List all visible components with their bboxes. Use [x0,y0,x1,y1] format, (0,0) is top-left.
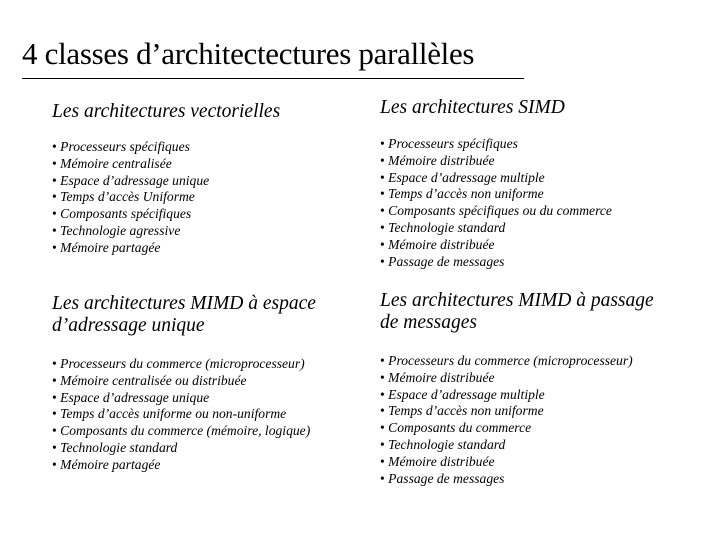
feature-list [52,356,316,474]
section-vector-architectures [52,101,280,257]
title-underline [22,78,524,79]
list-item: • Temps d’accès Uniforme [52,189,280,206]
list-item: • Processeurs du commerce (microprocesseur) [380,353,654,370]
list-item: • Technologie standard [380,220,612,237]
list-item: • Technologie standard [52,440,316,457]
list-item: • Espace d’adressage multiple [380,387,654,404]
list-item: • Processeurs spécifiques [380,136,612,153]
list-item: • Processeurs du commerce (microprocesseur) [52,356,316,373]
list-item: • Passage de messages [380,471,654,488]
list-item: • Mémoire centralisée [52,156,280,173]
section-heading: Les architectures SIMD [380,97,565,118]
feature-list [380,353,654,487]
list-item: • Technologie standard [380,437,654,454]
section-simd-architectures [380,97,612,270]
list-item: • Composants du commerce [380,420,654,437]
list-item: • Mémoire distribuée [380,237,612,254]
section-heading: Les architectures MIMD à passage de messages [380,290,654,333]
list-item: • Espace d’adressage unique [52,390,316,407]
list-item: • Processeurs spécifiques [52,139,280,156]
list-item: • Temps d’accès uniforme ou non-uniforme [52,406,316,423]
feature-list [52,139,280,257]
section-heading: Les architectures vectorielles [52,101,281,122]
list-item: • Mémoire distribuée [380,153,612,170]
list-item: • Mémoire partagée [52,457,316,474]
list-item: • Espace d’adressage multiple [380,170,612,187]
list-item: • Temps d’accès non uniforme [380,403,654,420]
list-item: • Mémoire centralisée ou distribuée [52,373,316,390]
section-heading: Les architectures MIMD à espace d’adressage unique [52,293,316,336]
slide-title: 4 classes d’architectectures parallèles [22,36,475,71]
list-item: • Mémoire distribuée [380,370,654,387]
list-item: • Composants du commerce (mémoire, logique) [52,423,316,440]
list-item: • Temps d’accès non uniforme [380,186,612,203]
list-item: • Technologie agressive [52,223,280,240]
list-item: • Passage de messages [380,254,612,271]
list-item: • Composants spécifiques ou du commerce [380,203,612,220]
section-mimd-shared-address [52,293,316,474]
list-item: • Composants spécifiques [52,206,280,223]
list-item: • Mémoire distribuée [380,454,654,471]
section-mimd-message-passing [380,290,654,487]
list-item: • Mémoire partagée [52,240,280,257]
list-item: • Espace d’adressage unique [52,173,280,190]
feature-list [380,136,612,270]
